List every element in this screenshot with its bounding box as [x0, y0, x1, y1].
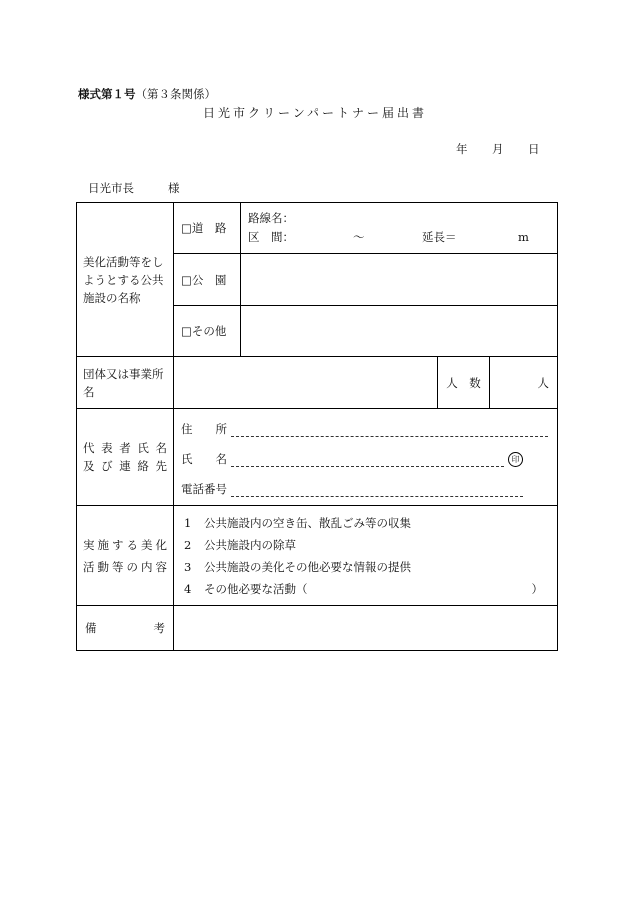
facility-label-line-2: ようとする公共	[83, 272, 164, 287]
activity-item	[184, 556, 543, 578]
remarks-label-a: 備	[85, 621, 97, 635]
representative-label	[77, 409, 174, 506]
length-unit: m	[518, 230, 529, 244]
date-month: 月	[492, 142, 504, 156]
other-activity-input[interactable]	[308, 578, 532, 600]
park-checkbox[interactable]: □公 園	[174, 254, 241, 306]
road-checkbox[interactable]: □道 路	[174, 203, 241, 254]
notification-form-table	[76, 202, 558, 651]
activity-item-text: 公共施設内の除草	[204, 537, 296, 552]
form-number	[78, 86, 216, 102]
member-count-unit: 人	[537, 375, 549, 390]
addressee-suffix: 様	[168, 181, 180, 195]
remarks-label-b: 考	[153, 621, 165, 635]
activity-item-num: 1	[184, 515, 192, 530]
addressee	[88, 180, 180, 196]
form-ref: （第３条関係）	[135, 87, 216, 101]
representative-label-line-1: 代表者氏名	[83, 441, 167, 455]
group-label-line-2: 名	[83, 384, 95, 399]
group-name-input[interactable]	[174, 357, 438, 409]
name-label: 氏 名	[181, 452, 227, 466]
name-line[interactable]	[181, 445, 549, 467]
park-details-cell[interactable]	[241, 254, 558, 306]
addressee-name: 日光市長	[88, 181, 134, 195]
phone-line[interactable]	[181, 475, 549, 497]
activity-item-text: 公共施設内の空き缶、散乱ごみ等の収集	[204, 515, 411, 530]
activity-item	[184, 578, 543, 600]
road-details-cell[interactable]	[241, 203, 558, 254]
facility-label	[77, 203, 174, 357]
activities-label	[77, 506, 174, 606]
activity-item-num: 3	[184, 559, 192, 574]
section-label: 区 間：	[248, 230, 294, 244]
activity-item-num: 4	[184, 581, 192, 596]
form-label: 様式第１号	[78, 87, 136, 101]
date-day: 日	[528, 142, 540, 156]
activity-item-text: その他必要な活動（	[204, 581, 308, 596]
section-row	[248, 228, 557, 247]
activities-list	[174, 506, 558, 606]
group-label-line-1: 団体又は事業所	[83, 366, 164, 381]
activity-item-close: ）	[531, 581, 543, 596]
remarks-row	[77, 606, 558, 651]
remarks-input[interactable]	[174, 606, 558, 651]
activity-item	[184, 512, 543, 534]
activities-label-line-1: 実施する美化	[83, 537, 167, 552]
activity-item-text: 公共施設の美化その他必要な情報の提供	[204, 559, 411, 574]
activities-label-line-2: 活動等の内容	[83, 559, 167, 574]
name-field[interactable]	[231, 456, 504, 467]
facility-label-line-3: 施設の名称	[83, 290, 141, 305]
activities-row	[77, 506, 558, 606]
address-field[interactable]	[231, 426, 548, 437]
address-label: 住 所	[181, 422, 227, 436]
member-count-cell[interactable]	[490, 357, 558, 409]
phone-label: 電話番号	[181, 482, 227, 496]
seal-mark: 印	[508, 452, 523, 467]
activity-item-num: 2	[184, 537, 192, 552]
remarks-label	[77, 606, 174, 651]
date-year: 年	[456, 142, 468, 156]
address-line[interactable]	[181, 415, 549, 437]
phone-field[interactable]	[231, 486, 523, 497]
length-label: 延長＝	[422, 230, 457, 244]
facility-road-row	[77, 203, 558, 254]
representative-label-line-2: 及び連絡先	[83, 459, 167, 473]
document-title: 日光市クリーンパートナー届出書	[203, 106, 427, 120]
group-row	[77, 357, 558, 409]
activity-item	[184, 534, 543, 556]
other-details-cell[interactable]	[241, 306, 558, 357]
group-label	[77, 357, 174, 409]
other-checkbox[interactable]: □その他	[174, 306, 241, 357]
facility-label-line-1: 美化活動等をし	[83, 254, 164, 269]
representative-details	[174, 409, 558, 506]
member-count-label: 人 数	[438, 357, 490, 409]
representative-row	[77, 409, 558, 506]
section-tilde: ～	[353, 230, 365, 244]
route-name-label: 路線名：	[248, 211, 294, 225]
